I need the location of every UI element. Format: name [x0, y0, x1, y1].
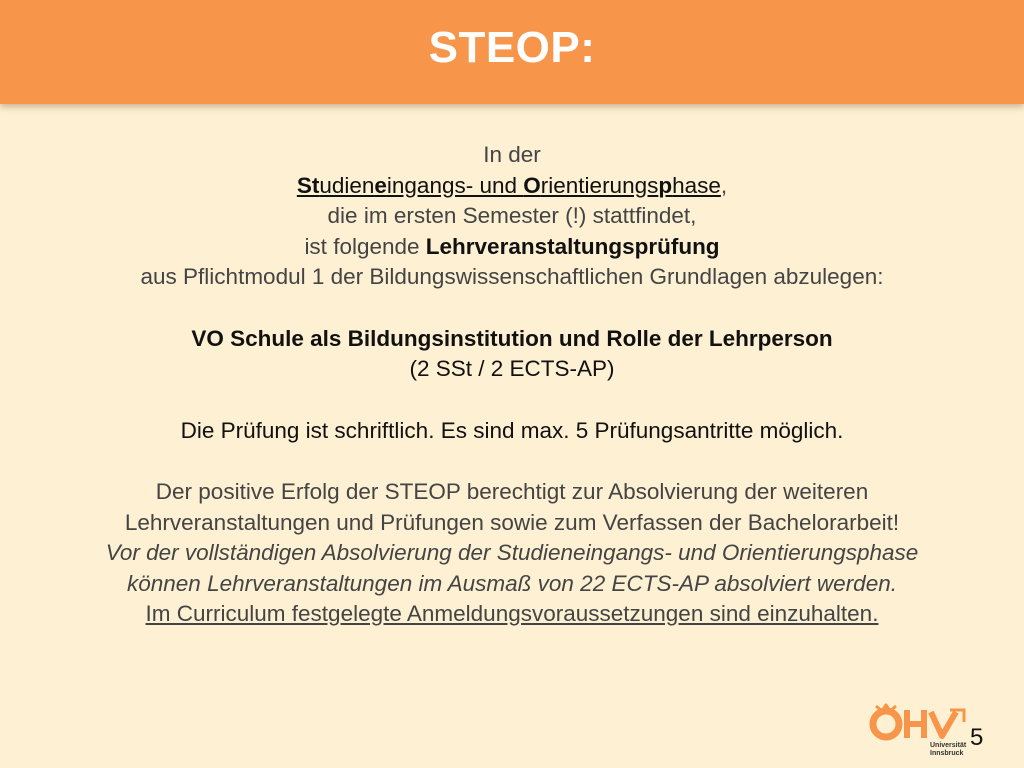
intro-line-4: ist folgende Lehrveranstaltungsprüfung [304, 233, 720, 259]
page-number: 5 [970, 724, 984, 751]
rules-line-5: Im Curriculum festgelegte Anmeldungsvoraussetzungen sind einzuhalten. [145, 601, 879, 626]
phase-name-line: Studieneingangs- und Orientierungsphase, [296, 172, 728, 198]
exam-note: Die Prüfung ist schriftlich. Es sind max. 5 Prüfungsantritte möglich. [180, 417, 844, 443]
rules-line-2: Lehrveranstaltungen und Prüfungen sowie zum Verfassen der Bachelorarbeit! [124, 509, 900, 535]
rules-line-3: Vor der vollständigen Absolvierung der Studieneingangs- und Orientierungsphase [105, 540, 919, 565]
rules-line-1: Der positive Erfolg der STEOP berechtigt zur Absolvierung der weiteren [155, 479, 869, 504]
course-credits: (2 SSt / 2 ECTS-AP) [409, 356, 615, 381]
university-name: Universität Innsbruck [930, 742, 967, 757]
intro-line-5: aus Pflichtmodul 1 der Bildungswissenschaftlichen Grundlagen abzulegen: [140, 264, 884, 289]
exam-type: Lehrveranstaltungsprüfung [425, 233, 720, 259]
slide-title: STEOP: [428, 23, 596, 72]
intro-line-1: In der [483, 142, 541, 167]
rules-line-4: können Lehrveranstaltungen im Ausmaß von 22 ECTS-AP absolviert werden. [127, 570, 897, 596]
slide-body [20, 140, 1004, 630]
intro-line-3: die im ersten Semester (!) stattfindet, [327, 203, 697, 228]
slide-header [0, 0, 1024, 104]
phase-name: Studieneingangs- und Orientierungsphase [296, 172, 721, 198]
course-name: VO Schule als Bildungsinstitution und Rolle der Lehrperson [191, 325, 833, 351]
